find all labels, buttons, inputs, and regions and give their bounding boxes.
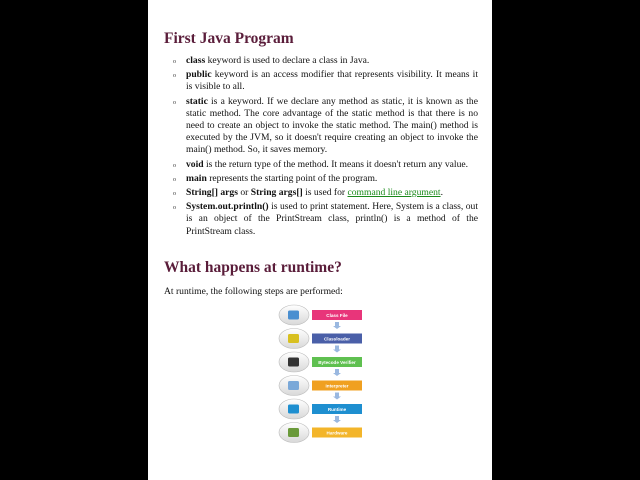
- flow-arrow: [333, 416, 341, 423]
- term: String[] args: [186, 187, 238, 199]
- description: is used to print statement. Here, System is a class, out is an object of the PrintStream class, println() is a method of the PrintStream class.: [186, 201, 478, 237]
- term: public: [186, 69, 212, 81]
- flow-step-label: Classloader: [323, 336, 351, 342]
- description: or: [237, 187, 251, 199]
- list-item-public: [186, 69, 478, 93]
- description: is the return type of the method. It means it doesn't return any value.: [203, 158, 469, 170]
- runtime-icon-glyph: [288, 405, 299, 414]
- flow-arrow: [333, 322, 341, 329]
- term: System.out.println(): [186, 201, 269, 213]
- flow-step: [279, 305, 362, 329]
- description: keyword is an access modifier that represents visibility. It means it is visible to all.: [186, 69, 478, 93]
- keyword-list: [186, 55, 478, 240]
- interpreter-icon-glyph: [288, 381, 299, 390]
- description: is a keyword. If we declare any method as static, it is known as the static method. The core advantage of the static method is that there is no need to create an object to invoke the static method. The main() method is executed by the JVM, so it doesn't require creating an object to invoke the main() method. So, it saves memory.: [186, 95, 478, 156]
- list-item-println: [186, 201, 478, 238]
- flow-step-label: Hardware: [326, 430, 348, 436]
- flow-step: [279, 423, 362, 443]
- list-item-void: [186, 159, 478, 171]
- flow-step: [279, 376, 362, 400]
- list-item-args: [186, 187, 478, 199]
- term: void: [186, 158, 204, 170]
- flow-arrow: [333, 346, 341, 353]
- loader-icon-glyph: [288, 334, 299, 343]
- list-item-class: [186, 55, 478, 67]
- description: represents the starting point of the program.: [206, 172, 378, 184]
- runtime-flow-diagram: [276, 303, 386, 453]
- flow-arrow: [333, 393, 341, 400]
- flow-step-label: Interpreter: [325, 383, 349, 389]
- description: is used for: [302, 187, 348, 199]
- flow-step: [279, 399, 362, 423]
- hardware-icon-glyph: [288, 428, 299, 437]
- list-item-main: [186, 173, 478, 185]
- flow-step-label: Runtime: [327, 407, 347, 412]
- term: String args[]: [250, 187, 303, 199]
- flow-arrow: [333, 369, 341, 376]
- description: keyword is used to declare a class in Java.: [205, 55, 370, 66]
- term: static: [186, 95, 208, 107]
- list-item-static: [186, 96, 478, 157]
- flow-step: [279, 329, 362, 353]
- file-icon-glyph: [288, 311, 299, 320]
- database-icon-glyph: [288, 358, 299, 367]
- document-page: [148, 0, 492, 480]
- section-heading-first-java-program: First Java Program: [164, 30, 294, 47]
- command-line-argument-link[interactable]: command line argument: [347, 187, 441, 199]
- term: class: [186, 55, 206, 66]
- description: .: [440, 187, 443, 199]
- intro-text: At runtime, the following steps are performed:: [164, 286, 343, 297]
- flow-step-label: Bytecode Verifier: [318, 360, 356, 365]
- section-heading-runtime: What happens at runtime?: [164, 259, 342, 276]
- flow-step: [279, 352, 362, 376]
- term: main: [186, 172, 207, 184]
- flow-step-label: Class File: [326, 313, 348, 318]
